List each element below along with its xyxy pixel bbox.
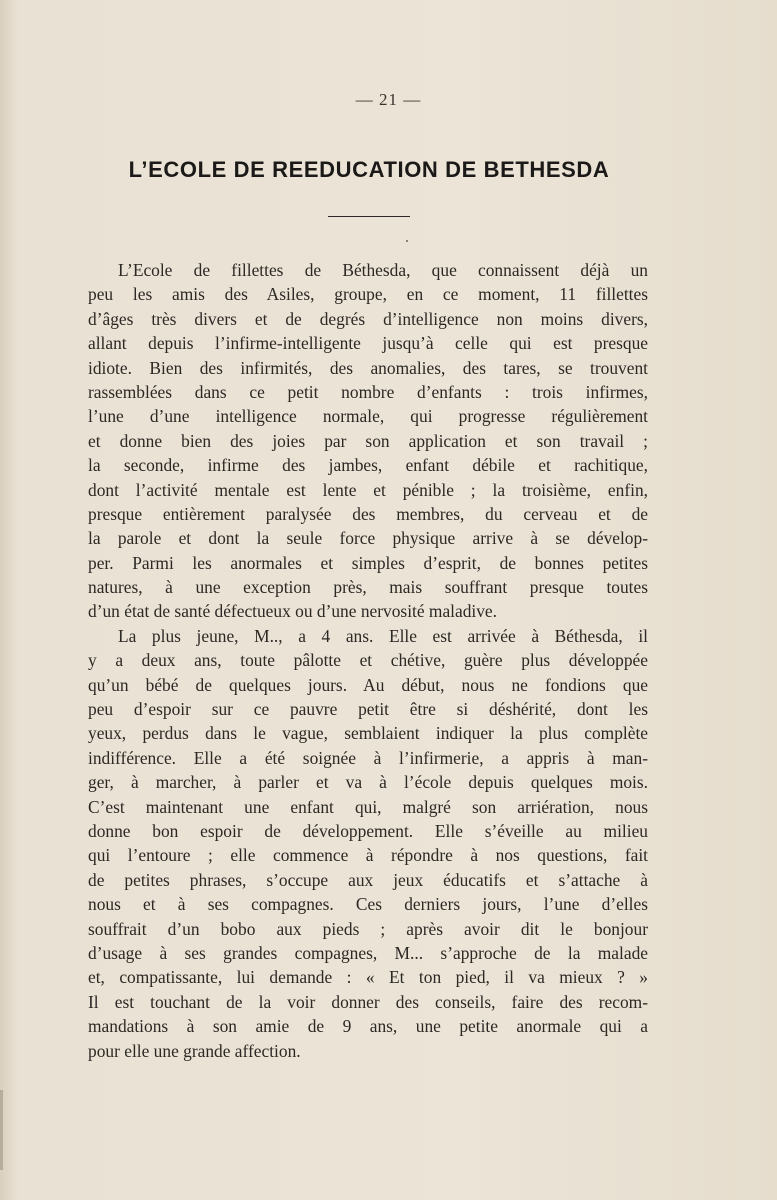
text-line: y a deux ans, toute pâlotte et chétive, guère plus développée (88, 650, 648, 671)
text-line: La plus jeune, M.., a 4 ans. Elle est arrivée à Béthesda, il (118, 625, 648, 646)
text-line: la parole et dont la seule force physique arrive à se dévelop- (88, 528, 648, 549)
text-line: souffrait d’un bobo aux pieds ; après avoir dit le bonjour (88, 918, 648, 939)
text-line: mandations à son amie de 9 ans, une petite anormale qui a (88, 1016, 648, 1037)
page-title: L’ECOLE DE REEDUCATION DE BETHESDA (128, 157, 610, 182)
title-divider (328, 216, 410, 217)
text-line: per. Parmi les anormales et simples d’esprit, de bonnes petites (88, 552, 648, 573)
text-line: qui l’entoure ; elle commence à répondre à nos questions, fait (88, 845, 648, 866)
text-line: la seconde, infirme des jambes, enfant débile et rachitique, (88, 455, 648, 476)
text-line: l’une d’une intelligence normale, qui progresse régulièrement (88, 406, 648, 427)
text-line: et, compatissante, lui demande : « Et ton pied, il va mieux ? » (88, 967, 648, 988)
text-line: et donne bien des joies par son application et son travail ; (88, 430, 648, 451)
text-line: de petites phrases, s’occupe aux jeux éducatifs et s’attache à (88, 869, 648, 890)
text-line: d’usage à ses grandes compagnes, M... s’approche de la malade (88, 942, 648, 963)
text-line: dont l’activité mentale est lente et pénible ; la troisième, enfin, (88, 479, 648, 500)
binding-edge (0, 1090, 3, 1170)
text-line: peu les amis des Asiles, groupe, en ce moment, 11 fillettes (88, 284, 648, 305)
page-number: — 21 — (355, 90, 422, 109)
text-line: L’Ecole de fillettes de Béthesda, que connaissent déjà un (118, 260, 648, 280)
text-line: d’âges très divers et de degrés d’intelligence non moins divers, (88, 308, 648, 329)
paragraph (88, 624, 648, 1063)
ornament-dot (406, 240, 408, 242)
text-line: qu’un bébé de quelques jours. Au début, nous ne fondions que (88, 674, 648, 695)
text-line: allant depuis l’infirme-intelligente jusqu’à celle qui est presque (88, 333, 648, 354)
text-line: presque entièrement paralysée des membres, du cerveau et de (88, 503, 648, 524)
text-line: nous et à ses compagnes. Ces derniers jours, l’une d’elles (88, 894, 648, 915)
body-text (88, 258, 648, 1063)
text-line: pour elle une grande affection. (88, 1040, 301, 1061)
text-line: C’est maintenant une enfant qui, malgré son arriération, nous (88, 796, 648, 817)
text-line: Il est touchant de la voir donner des conseils, faire des recom- (88, 991, 648, 1012)
text-line: ger, à marcher, à parler et va à l’école depuis quelques mois. (88, 772, 648, 793)
paragraph (88, 258, 648, 624)
text-line: peu d’espoir sur ce pauvre petit être si déshérité, dont les (88, 699, 648, 720)
text-line: indifférence. Elle a été soignée à l’infirmerie, a appris à man- (88, 747, 648, 768)
text-line: d’un état de santé défectueux ou d’une nervosité maladive. (88, 601, 498, 622)
text-line: yeux, perdus dans le vague, semblaient indiquer la plus complète (88, 723, 648, 744)
text-line: rassemblées dans ce petit nombre d’enfants : trois infirmes, (88, 381, 648, 402)
text-line: donne bon espoir de développement. Elle s’éveille au milieu (88, 820, 648, 841)
text-line: natures, à une exception près, mais souffrant presque toutes (88, 577, 648, 598)
text-line: idiote. Bien des infirmités, des anomalies, des tares, se trouvent (88, 357, 648, 378)
